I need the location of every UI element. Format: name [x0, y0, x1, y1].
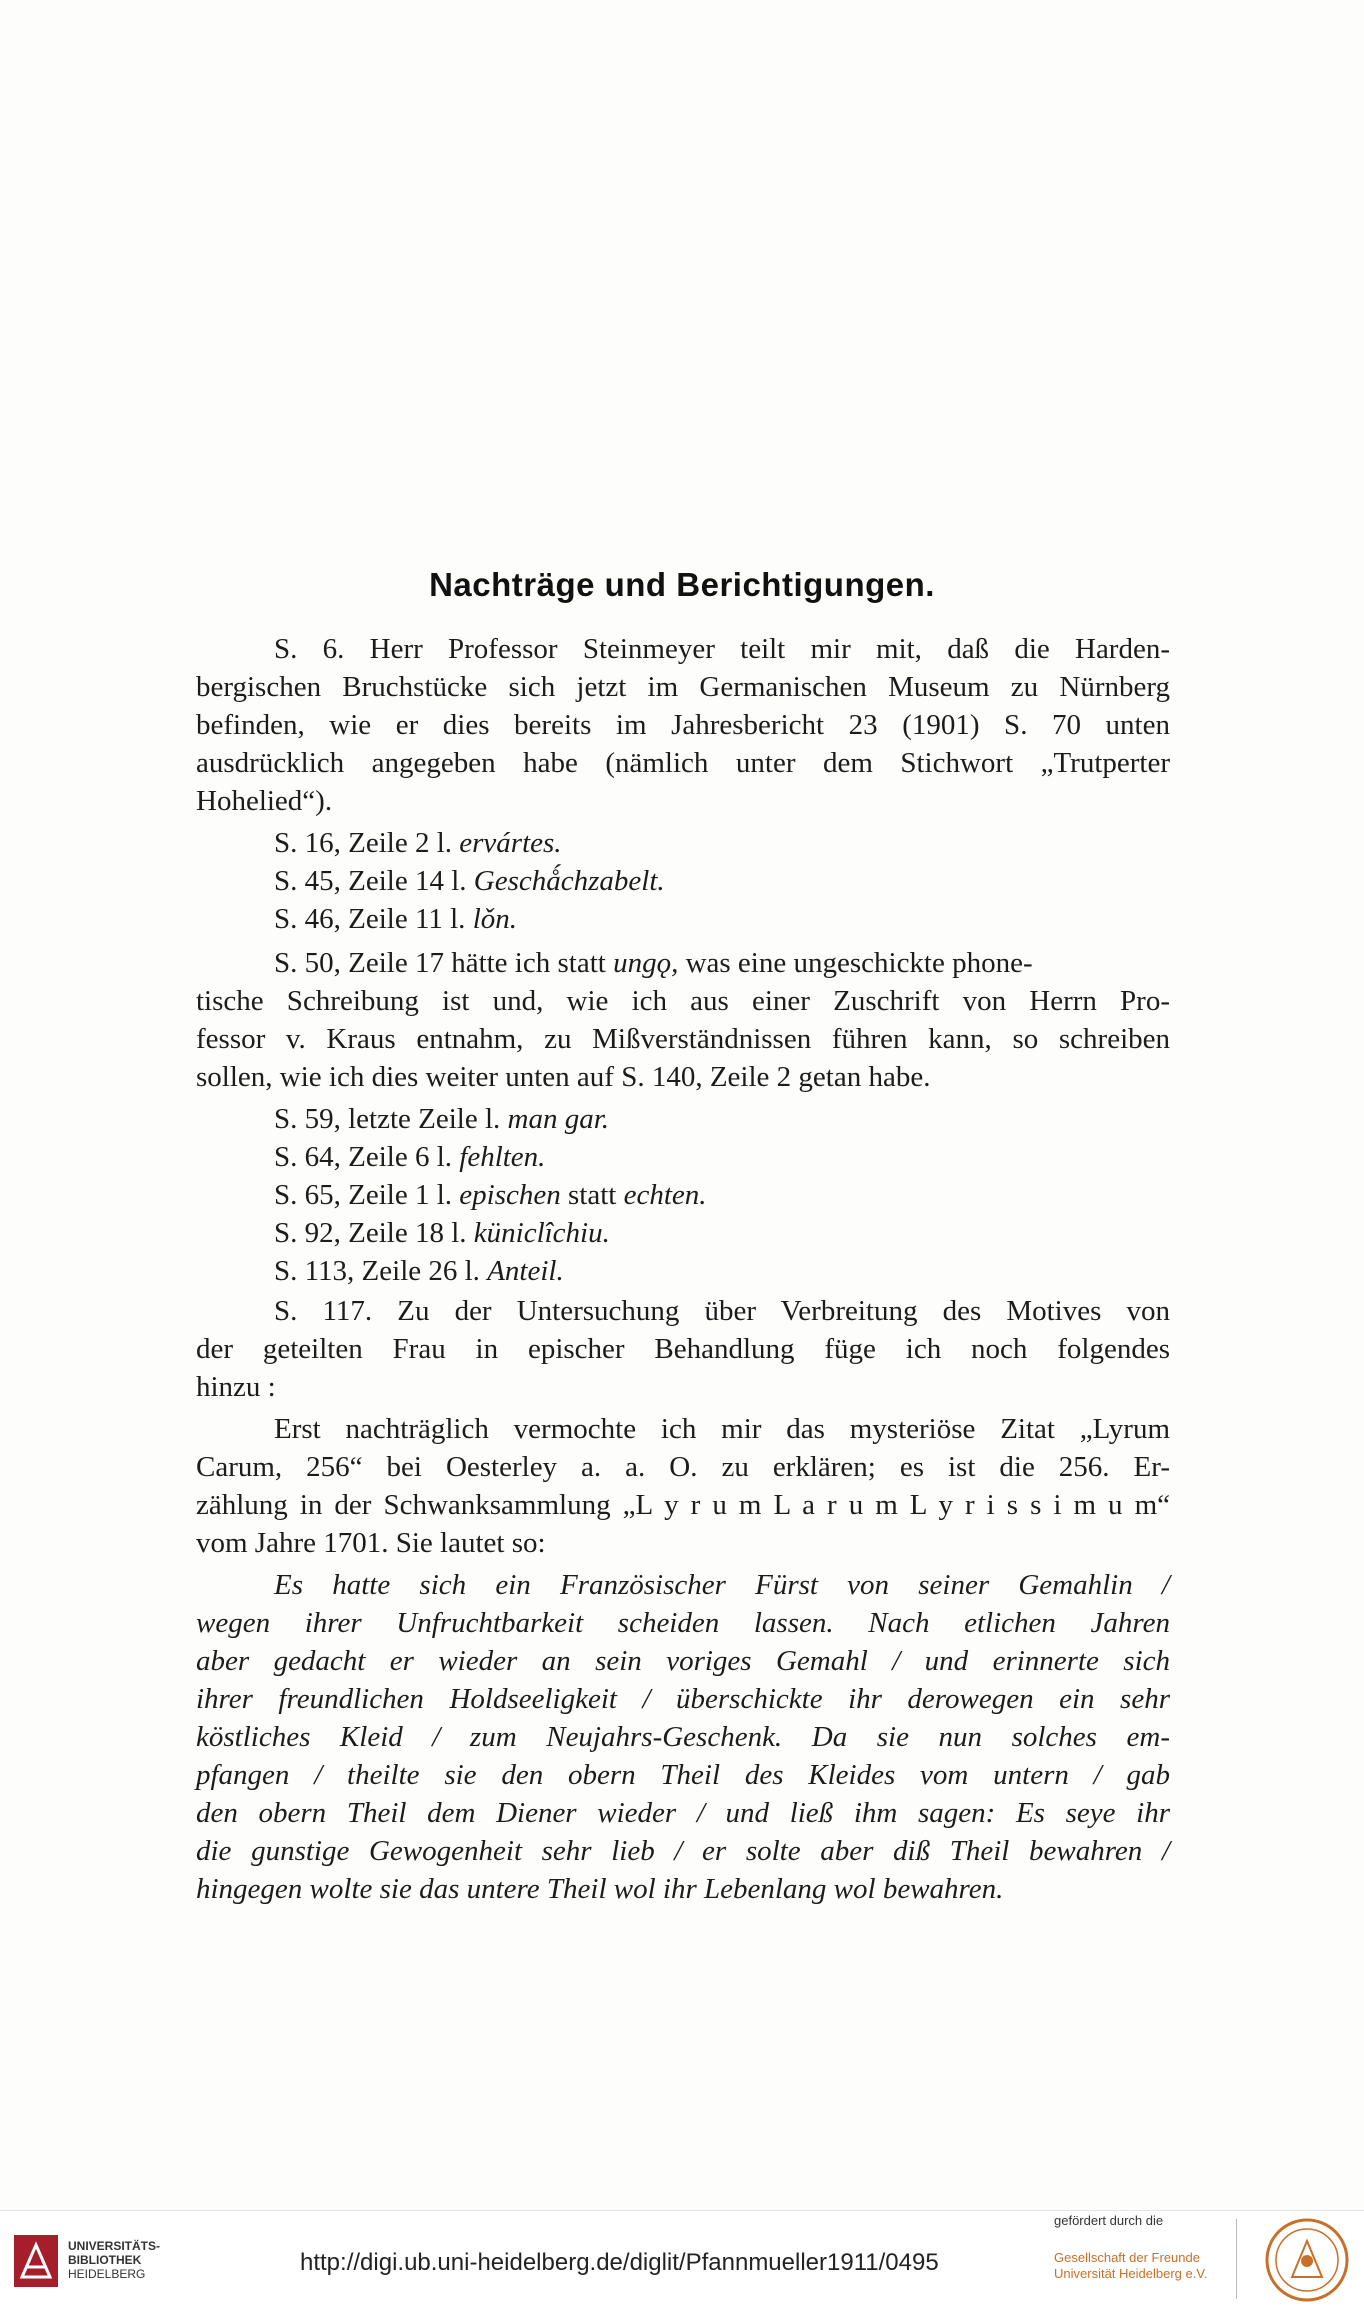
correction-word: echten.: [623, 1179, 707, 1211]
text-line: [274, 945, 1170, 981]
text-segment-italic: ungǫ,: [613, 947, 679, 979]
correction-word: ervártes.: [459, 827, 562, 859]
correction-line: [274, 825, 1170, 861]
correction-line: [274, 1215, 1170, 1251]
correction-word: man gar.: [507, 1103, 610, 1135]
footer-bar: [0, 2210, 1364, 2307]
sponsor-org[interactable]: [1054, 2250, 1254, 2282]
correction-ref: S. 92, Zeile 18 l.: [274, 1217, 467, 1249]
correction-line: [274, 901, 1170, 937]
correction-line: [274, 1139, 1170, 1175]
quote-line: den obern Theil dem Diener wieder / und ließ ihm sagen: Es seye ihr: [196, 1797, 1170, 1829]
library-mark-icon: [14, 2235, 58, 2287]
text-line: sollen, wie ich dies weiter unten auf S. 140, Zeile 2 getan habe.: [196, 1061, 931, 1093]
sponsor-org-line: Universität Heidelberg e.V.: [1054, 2266, 1208, 2281]
text-line: befinden, wie er dies bereits im Jahresbericht 23 (1901) S. 70 unten: [196, 709, 1170, 741]
correction-line: [274, 1253, 1170, 1289]
correction-ref: S. 65, Zeile 1 l.: [274, 1179, 453, 1211]
text-line: vom Jahre 1701. Sie lautet so:: [196, 1527, 546, 1559]
correction-word: Anteil.: [487, 1255, 564, 1287]
text-line: S. 6. Herr Professor Steinmeyer teilt mir mit, daß die Harden-: [274, 633, 1170, 665]
text-line: fessor v. Kraus entnahm, zu Mißverständnissen führen kann, so schreiben: [196, 1023, 1170, 1055]
correction-ref: S. 113, Zeile 26 l.: [274, 1255, 480, 1287]
text-segment: statt: [560, 1179, 624, 1211]
text-line: Hohelied“).: [196, 785, 333, 817]
correction-line: [274, 1101, 1170, 1137]
quote-line: köstliches Kleid / zum Neujahrs-Geschenk. Da sie nun solches em-: [196, 1721, 1170, 1753]
correction-word: fehlten.: [459, 1141, 546, 1173]
correction-word: Geschǻchzabelt.: [473, 865, 665, 897]
correction-word: lǒn.: [472, 903, 517, 935]
text-line: Carum, 256“ bei Oesterley a. a. O. zu erklären; es ist die 256. Er-: [196, 1451, 1170, 1483]
text-segment: was eine ungeschickte phone-: [685, 947, 1033, 979]
text-line: hinzu :: [196, 1371, 276, 1403]
correction-word: epischen: [459, 1179, 561, 1211]
library-name: [68, 2239, 178, 2281]
sponsor-org-line: Gesellschaft der Freunde: [1054, 2250, 1200, 2265]
correction-line: [274, 1177, 1170, 1213]
text-line: Erst nachträglich vermochte ich mir das mysteriöse Zitat „Lyrum: [274, 1413, 1170, 1445]
quote-line: hingegen wolte sie das untere Theil wol ihr Lebenlang wol bewahren.: [196, 1873, 1004, 1905]
correction-ref: S. 46, Zeile 11 l.: [274, 903, 466, 935]
correction-word: küniclîchiu.: [473, 1217, 610, 1249]
text-line: zählung in der Schwanksammlung „L y r u m L a r u m L y r i s s i m u m“: [196, 1489, 1170, 1521]
quote-line: aber gedacht er wieder an sein voriges Gemahl / und erinnerte sich: [196, 1645, 1170, 1677]
text-line: ausdrücklich angegeben habe (nämlich unter dem Stichwort „Trutperter: [196, 747, 1170, 779]
quote-line: ihrer freundlichen Holdseeligkeit / überschickte ihr derowegen ein sehr: [196, 1683, 1170, 1715]
library-name-line: BIBLIOTHEK: [68, 2253, 142, 2267]
sponsor-info: [1054, 2213, 1254, 2282]
correction-line: [274, 863, 1170, 899]
text-line: bergischen Bruchstücke sich jetzt im Germanischen Museum zu Nürnberg: [196, 671, 1170, 703]
quote-line: Es hatte sich ein Französischer Fürst von seiner Gemahlin /: [274, 1569, 1170, 1601]
page-title: Nachträge und Berichtigungen.: [429, 566, 935, 603]
text-segment: S. 50, Zeile 17 hätte ich statt: [274, 947, 606, 979]
quote-line: pfangen / theilte sie den obern Theil des Kleides vom untern / gab: [196, 1759, 1170, 1791]
sponsor-label: gefördert durch die: [1054, 2213, 1164, 2228]
university-seal-icon: [1262, 2217, 1352, 2303]
library-logo[interactable]: [14, 2231, 174, 2291]
text-line: tische Schreibung ist und, wie ich aus einer Zuschrift von Herrn Pro-: [196, 985, 1170, 1017]
correction-ref: S. 45, Zeile 14 l.: [274, 865, 467, 897]
text-line: der geteilten Frau in epischer Behandlung füge ich noch folgendes: [196, 1333, 1170, 1365]
correction-ref: S. 16, Zeile 2 l.: [274, 827, 453, 859]
text-line: S. 117. Zu der Untersuchung über Verbreitung des Motives von: [274, 1295, 1170, 1327]
correction-ref: S. 59, letzte Zeile l.: [274, 1103, 501, 1135]
library-name-line: UNIVERSITÄTS-: [68, 2239, 161, 2253]
divider: [1236, 2219, 1237, 2299]
quote-line: wegen ihrer Unfruchtbarkeit scheiden lassen. Nach etlichen Jahren: [196, 1607, 1170, 1639]
correction-ref: S. 64, Zeile 6 l.: [274, 1141, 453, 1173]
library-name-line: HEIDELBERG: [68, 2267, 146, 2281]
permalink-url[interactable]: http://digi.ub.uni-heidelberg.de/diglit/Pfannmueller1911/0495: [300, 2249, 939, 2276]
quote-line: die gunstige Gewogenheit sehr lieb / er solte aber diß Theil bewahren /: [196, 1835, 1170, 1867]
